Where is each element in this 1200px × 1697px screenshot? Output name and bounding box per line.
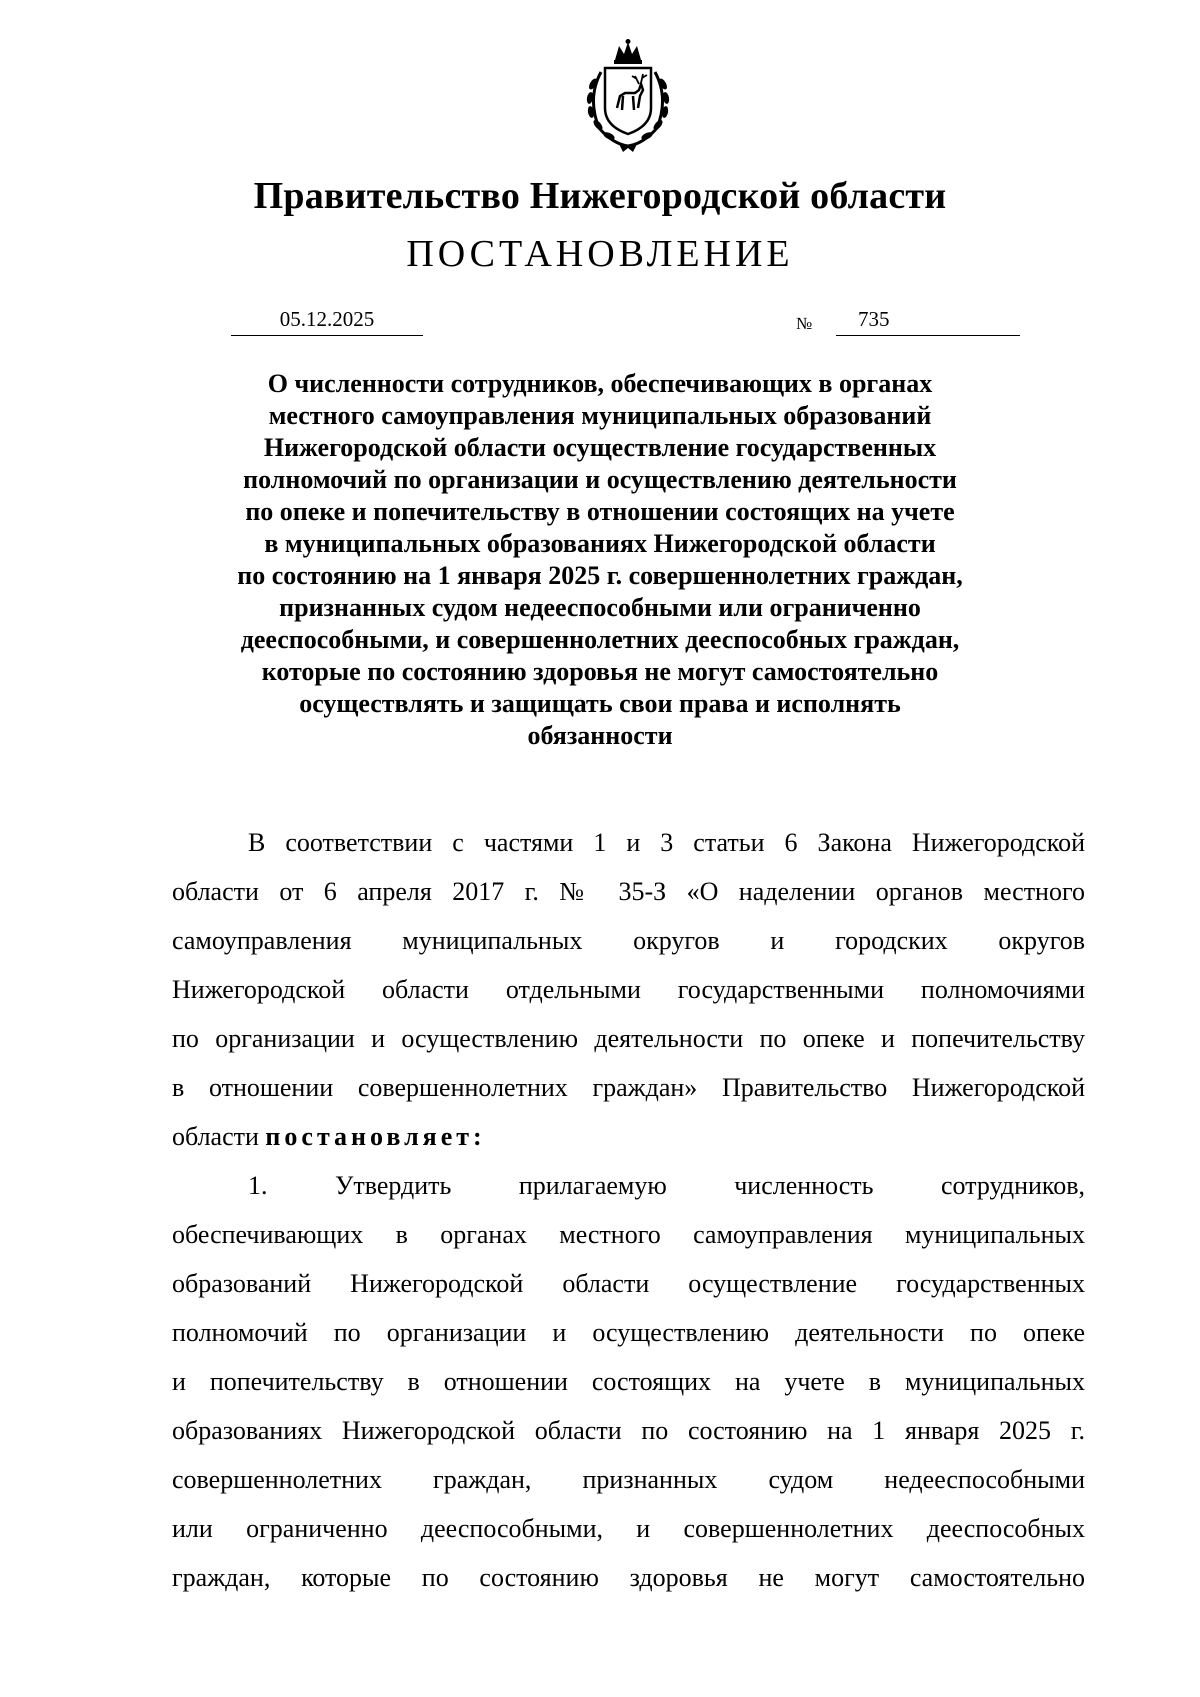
preamble-last-line-text: области [172, 1122, 266, 1151]
body-line: обеспечивающих в органах местного самоуправления муниципальных [172, 1220, 1085, 1249]
body-line: образованиях Нижегородской области по состоянию на 1 января 2025 г. [172, 1416, 1085, 1445]
body-line: полномочий по организации и осуществлению деятельности по опеке [172, 1318, 1085, 1347]
body-line: или ограниченно дееспособными, и совершеннолетних дееспособных [172, 1514, 1085, 1543]
heading-line: по опеке и попечительству в отношении состоящих на учете [245, 497, 955, 526]
body-line: 1. Утвердить прилагаемую численность сотрудников, [248, 1171, 1085, 1200]
document-type: ПОСТАНОВЛЕНИЕ [406, 233, 794, 275]
organization-title: Правительство Нижегородской области [253, 175, 947, 217]
heading-line: обязанности [527, 721, 673, 750]
heading-line: осуществлять и защищать свои права и исполнять [299, 689, 901, 718]
heading-line: в муниципальных образованиях Нижегородской области [264, 529, 936, 558]
document-body [172, 818, 1085, 1602]
number-sign: № [796, 314, 813, 333]
body-line: в отношении совершеннолетних граждан» Правительство Нижегородской [172, 1073, 1085, 1102]
preamble-paragraph [172, 818, 1085, 1161]
decree-word: постановляет: [265, 1122, 486, 1151]
heading-line: О численности сотрудников, обеспечивающих в органах [267, 369, 933, 398]
heading-line: которые по состоянию здоровья не могут самостоятельно [261, 657, 939, 686]
item-1-paragraph [172, 1161, 1085, 1602]
body-line: области от 6 апреля 2017 г. № 35-З «О наделении органов местного [172, 877, 1085, 906]
heading-line: по состоянию на 1 января 2025 г. совершеннолетних граждан, [237, 561, 963, 590]
heading-line: признанных судом недееспособными или ограниченно [279, 593, 921, 622]
body-line: и попечительству в отношении состоящих на учете в муниципальных [172, 1367, 1085, 1396]
body-line [172, 1112, 1085, 1161]
document-number: 735 [858, 307, 890, 331]
body-line: граждан, которые по состоянию здоровья не могут самостоятельно [172, 1563, 1085, 1592]
body-line: по организации и осуществлению деятельности по опеке и попечительству [172, 1024, 1085, 1053]
document-number-field [836, 305, 1020, 336]
document-date: 05.12.2025 [231, 305, 423, 336]
body-line: самоуправления муниципальных округов и городских округов [172, 926, 1085, 955]
document-heading [200, 368, 1000, 752]
body-line: В соответствии с частями 1 и 3 статьи 6 Закона Нижегородской [248, 828, 1085, 857]
coat-of-arms-emblem [573, 38, 683, 153]
heading-line: местного самоуправления муниципальных образований [268, 401, 932, 430]
body-line: совершеннолетних граждан, признанных судом недееспособными [172, 1465, 1085, 1494]
body-line: Нижегородской области отдельными государственными полномочиями [172, 975, 1085, 1004]
heading-line: дееспособными, и совершеннолетних дееспособных граждан, [240, 625, 960, 654]
heading-line: Нижегородской области осуществление государственных [263, 433, 937, 462]
body-line: образований Нижегородской области осуществление государственных [172, 1269, 1085, 1298]
heading-line: полномочий по организации и осуществлению деятельности [243, 465, 957, 494]
